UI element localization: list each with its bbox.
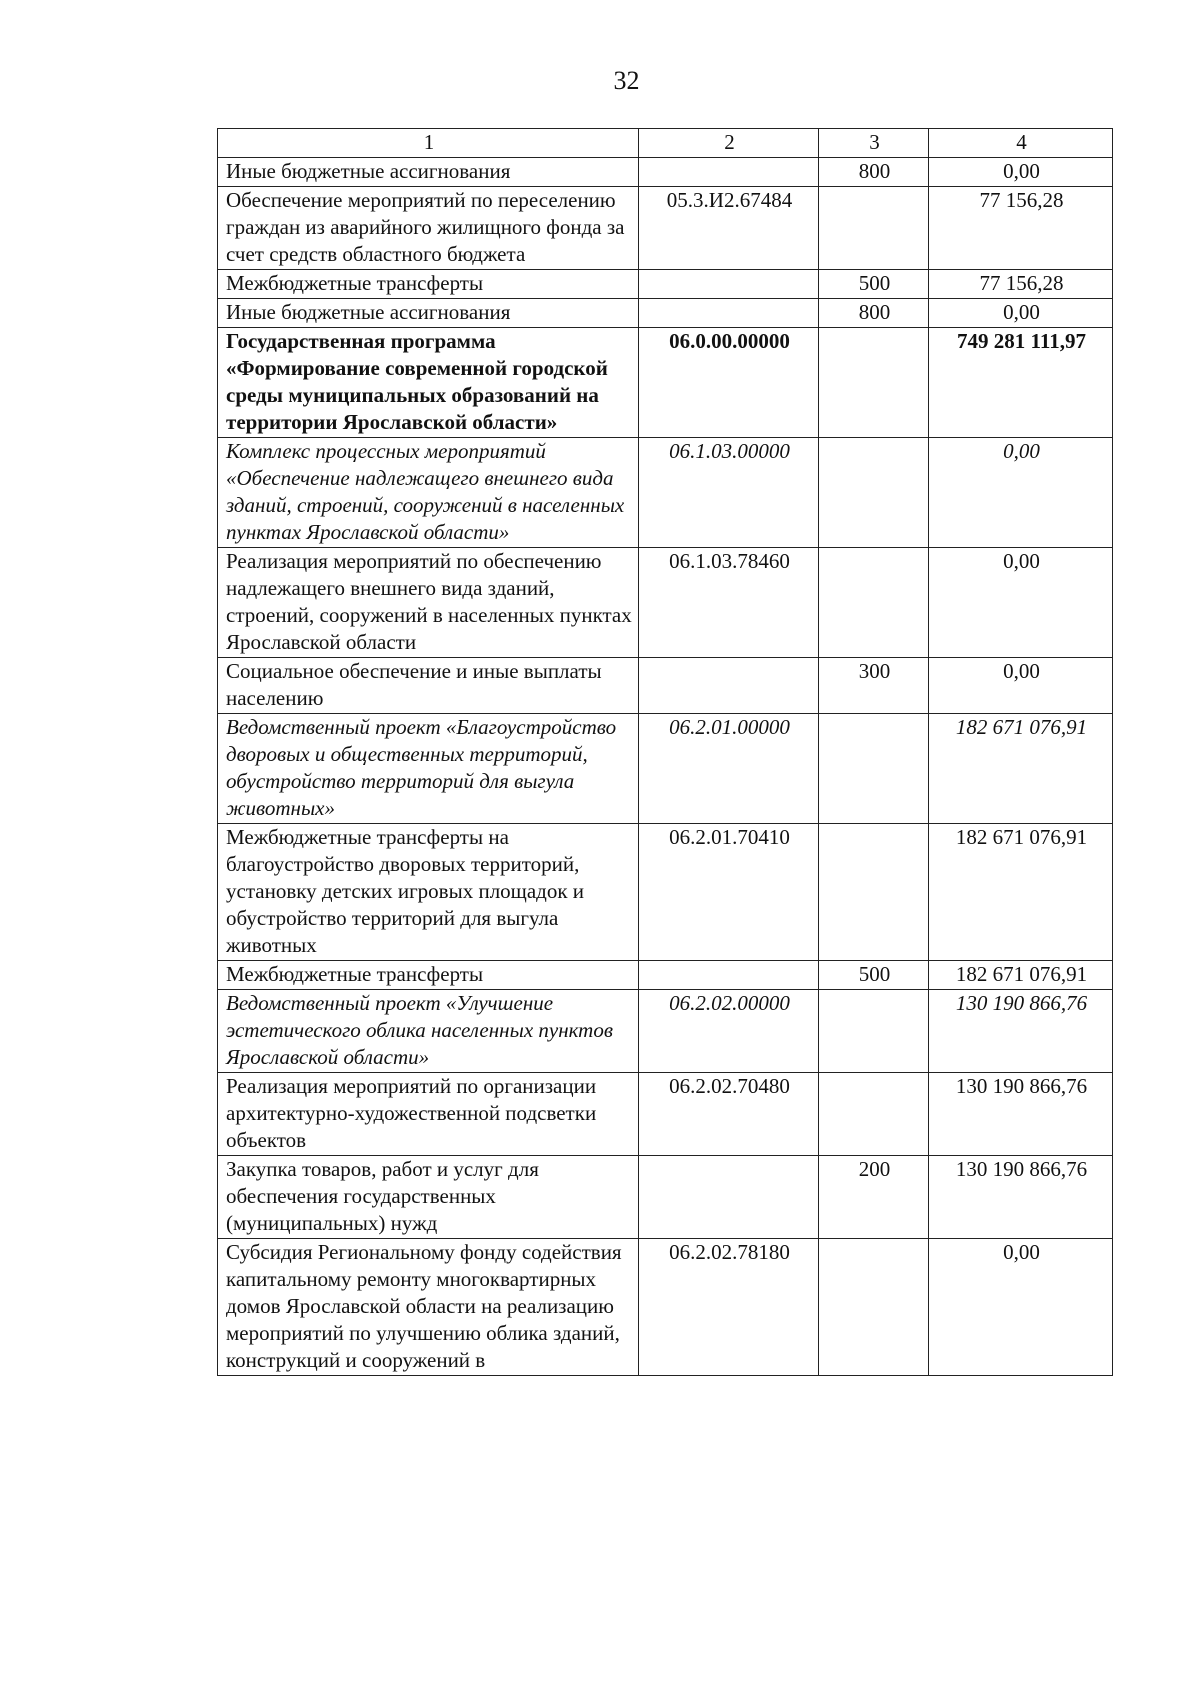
- cell-name: Межбюджетные трансферты на благоустройство дворовых территорий, установку детских игровых площадок и обустройство территорий для выгула животных: [218, 824, 639, 961]
- cell-name: Ведомственный проект «Благоустройство дворовых и общественных территорий, обустройство территорий для выгула животных»: [218, 714, 639, 824]
- cell-amount: 749 281 111,97: [929, 328, 1113, 438]
- table-row: [218, 714, 1113, 824]
- cell-name: Иные бюджетные ассигнования: [218, 299, 639, 328]
- cell-amount: 77 156,28: [929, 187, 1113, 270]
- header-cell-col2: 2: [639, 129, 819, 158]
- table-row: [218, 961, 1113, 990]
- cell-expense-type: [819, 990, 929, 1073]
- table-row: [218, 824, 1113, 961]
- cell-amount: 182 671 076,91: [929, 961, 1113, 990]
- table-row: [218, 658, 1113, 714]
- cell-amount: 130 190 866,76: [929, 1073, 1113, 1156]
- cell-expense-type: [819, 714, 929, 824]
- table-row: [218, 1239, 1113, 1376]
- cell-code: 06.2.02.00000: [639, 990, 819, 1073]
- header-cell-col4: 4: [929, 129, 1113, 158]
- table-row: [218, 270, 1113, 299]
- cell-name: Закупка товаров, работ и услуг для обеспечения государственных (муниципальных) нужд: [218, 1156, 639, 1239]
- cell-amount: 0,00: [929, 299, 1113, 328]
- budget-table-body: [218, 129, 1113, 1376]
- table-row: [218, 158, 1113, 187]
- cell-name: Реализация мероприятий по организации архитектурно-художественной подсветки объектов: [218, 1073, 639, 1156]
- cell-code: 06.2.01.00000: [639, 714, 819, 824]
- cell-expense-type: 500: [819, 270, 929, 299]
- cell-expense-type: [819, 1239, 929, 1376]
- page-number: 32: [613, 66, 640, 95]
- cell-amount: 0,00: [929, 658, 1113, 714]
- cell-code: [639, 658, 819, 714]
- header-cell-col3: 3: [819, 129, 929, 158]
- cell-amount: 77 156,28: [929, 270, 1113, 299]
- cell-name: Государственная программа «Формирование современной городской среды муниципальных образований на территории Ярославской области»: [218, 328, 639, 438]
- cell-name: Межбюджетные трансферты: [218, 961, 639, 990]
- cell-expense-type: 800: [819, 158, 929, 187]
- cell-amount: 182 671 076,91: [929, 824, 1113, 961]
- cell-expense-type: 300: [819, 658, 929, 714]
- table-row: [218, 1156, 1113, 1239]
- cell-code: [639, 270, 819, 299]
- cell-code: [639, 961, 819, 990]
- cell-code: 06.2.02.78180: [639, 1239, 819, 1376]
- budget-table: [217, 128, 1113, 1376]
- table-row: [218, 328, 1113, 438]
- cell-name: Обеспечение мероприятий по переселению граждан из аварийного жилищного фонда за счет средств областного бюджета: [218, 187, 639, 270]
- cell-name: Социальное обеспечение и иные выплаты населению: [218, 658, 639, 714]
- cell-amount: 182 671 076,91: [929, 714, 1113, 824]
- cell-name: Субсидия Региональному фонду содействия капитальному ремонту многоквартирных домов Ярославской области на реализацию мероприятий по улучшению облика зданий, конструкций и сооружений в: [218, 1239, 639, 1376]
- cell-expense-type: 800: [819, 299, 929, 328]
- header-cell-col1: 1: [218, 129, 639, 158]
- cell-amount: 0,00: [929, 548, 1113, 658]
- cell-code: 06.0.00.00000: [639, 328, 819, 438]
- cell-amount: 130 190 866,76: [929, 990, 1113, 1073]
- cell-expense-type: 500: [819, 961, 929, 990]
- cell-code: [639, 1156, 819, 1239]
- cell-code: 06.2.01.70410: [639, 824, 819, 961]
- cell-code: 06.2.02.70480: [639, 1073, 819, 1156]
- cell-expense-type: [819, 328, 929, 438]
- table-row: [218, 1073, 1113, 1156]
- cell-expense-type: [819, 187, 929, 270]
- cell-name: Ведомственный проект «Улучшение эстетического облика населенных пунктов Ярославской области»: [218, 990, 639, 1073]
- table-row: [218, 548, 1113, 658]
- cell-expense-type: [819, 1073, 929, 1156]
- cell-expense-type: 200: [819, 1156, 929, 1239]
- table-row: [218, 990, 1113, 1073]
- cell-code: 06.1.03.00000: [639, 438, 819, 548]
- table-row: [218, 299, 1113, 328]
- table-row: [218, 187, 1113, 270]
- cell-amount: 0,00: [929, 158, 1113, 187]
- cell-amount: 130 190 866,76: [929, 1156, 1113, 1239]
- cell-code: [639, 299, 819, 328]
- cell-expense-type: [819, 438, 929, 548]
- cell-expense-type: [819, 824, 929, 961]
- cell-name: Межбюджетные трансферты: [218, 270, 639, 299]
- table-header-row: [218, 129, 1113, 158]
- cell-amount: 0,00: [929, 1239, 1113, 1376]
- cell-code: 06.1.03.78460: [639, 548, 819, 658]
- cell-expense-type: [819, 548, 929, 658]
- cell-code: [639, 158, 819, 187]
- cell-name: Реализация мероприятий по обеспечению надлежащего внешнего вида зданий, строений, сооружений в населенных пунктах Ярославской области: [218, 548, 639, 658]
- cell-name: Комплекс процессных мероприятий «Обеспечение надлежащего внешнего вида зданий, строений, сооружений в населенных пунктах Ярославской области»: [218, 438, 639, 548]
- table-row: [218, 438, 1113, 548]
- cell-code: 05.3.И2.67484: [639, 187, 819, 270]
- cell-amount: 0,00: [929, 438, 1113, 548]
- cell-name: Иные бюджетные ассигнования: [218, 158, 639, 187]
